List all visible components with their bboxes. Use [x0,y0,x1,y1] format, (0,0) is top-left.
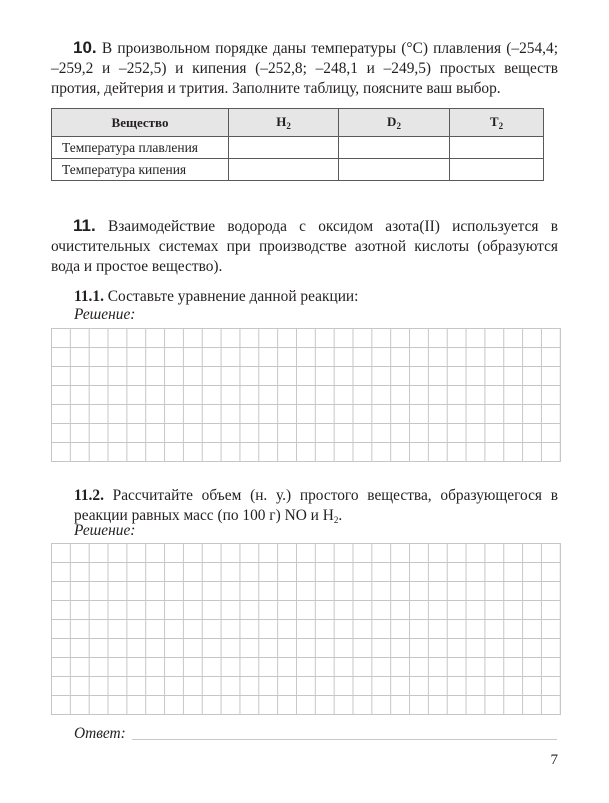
task-10-text [51,38,558,99]
answer-label: Ответ: [74,725,126,742]
solution-grid-2[interactable] [51,543,561,715]
table-header-substance: Вещество [52,109,229,137]
solution-label-1: Решение: [74,306,136,323]
cell-melting-d2[interactable] [339,137,450,159]
table-header-row [52,109,544,137]
row-label-melting: Температура плавления [52,137,229,159]
table-header-d2: $D_2$ [339,109,450,137]
answer-line[interactable] [132,739,557,740]
row-label-boiling: Температура кипения [52,159,229,181]
task-11-1-number: 11.1. [74,288,104,305]
cell-boiling-d2[interactable] [339,159,450,181]
solution-grid-1[interactable] [51,328,561,462]
cell-boiling-t2[interactable] [450,159,544,181]
task-11-number: 11. [73,216,96,235]
table-row [52,137,544,159]
table-row [52,159,544,181]
task-11-1-text: 11.1. Составьте уравнение данной реакции: [74,288,359,305]
task-10-number: 10. [73,38,97,57]
task-11-2-number: 11.2. [74,487,104,504]
task-10-body: В произвольном порядке даны температуры (°C) плавления (–254,4; –259,2 и –252,5) и кипения (–252,8; –248,1 и –249,5) простых веществ протия, дейтерия и трития. Заполните таблицу, поясните ваш выбор. [51,40,558,97]
isotope-temperature-table [51,108,544,181]
table-header-h2: $H_2$ [229,109,339,137]
page-number: 7 [550,752,558,768]
task-11-text [51,216,558,277]
solution-label-2: Решение: [74,522,136,539]
cell-melting-h2[interactable] [229,137,339,159]
task-11-2-text: 11.2. Рассчитайте объем (н. у.) простого вещества, образующегося в реакции равных масс (по 100 г) NO и $H_2$. [74,487,558,525]
table-header-t2: $T_2$ [450,109,544,137]
cell-melting-t2[interactable] [450,137,544,159]
cell-boiling-h2[interactable] [229,159,339,181]
task-11-body: Взаимодействие водорода с оксидом азота(II) используется в очистительных системах при производстве азотной кислоты (образуются вода и простое вещество). [51,218,558,275]
